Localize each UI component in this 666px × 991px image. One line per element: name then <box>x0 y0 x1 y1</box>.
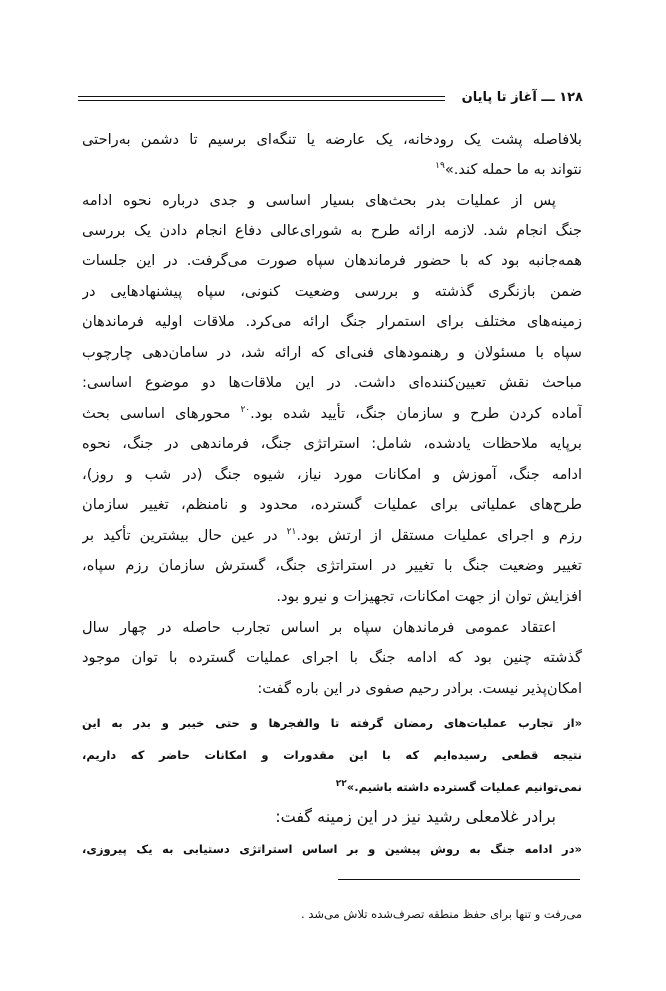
footnote-marker: ۲۰ <box>240 405 251 416</box>
footnote-text: می‌رفت و تنها برای حفظ منطقه تصرف‌شده تلاش می‌شد . <box>301 907 582 921</box>
text-line: برادر غلامعلی رشید نیز در این زمینه گفت: <box>275 807 556 826</box>
text-line: تغییر وضعیت جنگ با تغییر در استراتژی جنگ، گسترش سازمان رزم سپاه، <box>82 557 582 574</box>
quote-line: «از تجارب عملیات‌های رمضان گرفته تا والفجرها و حتی خیبر و بدر به این <box>82 716 582 730</box>
text-line: نتواند به ما حمله کند.»$^{۱۹}$ <box>435 161 582 178</box>
page-number: ۱۲۸ <box>559 90 583 105</box>
text-line: گذشته چنین بود که ادامه جنگ با اجرای عملیات گسترده با توان موجود <box>82 649 582 666</box>
text-line: سپاه با مسئولان و رهنمودهای فنی‌ای که ارائه شد، در سامان‌دهی چارچوب <box>82 344 582 361</box>
text-line: رزم و اجرای عملیات مستقل از ارتش بود.$^{۲۱}$ در عین حال بیشترین تأکید بر <box>82 527 582 544</box>
text-line: همه‌جانبه بود که با حضور فرماندهان سپاه صورت می‌گرفت. در این جلسات <box>82 252 582 269</box>
quote-line: نمی‌توانیم عملیات گسترده داشته باشیم.»$^{۲۲}$ <box>335 779 582 794</box>
text-line: ادامه جنگ، آموزش و امکانات مورد نیاز، شیوه جنگ (در شب و روز)، <box>82 466 582 483</box>
running-head <box>78 88 583 110</box>
footnote-marker: ۲۱ <box>286 527 297 538</box>
text-line: طرح‌های عملیاتی برای عملیات گسترده، محدود و نامنظم، تغییر سازمان <box>82 496 582 513</box>
text-line: امکان‌پذیر نیست. برادر رحیم صفوی در این باره گفت: <box>257 680 582 697</box>
footnote-rule <box>338 879 580 880</box>
text-line: برپایه ملاحظات یادشده، شامل: استراتژی جنگ، فرماندهی در جنگ، نحوه <box>82 435 582 452</box>
text-line: افزایش توان از جهت امکانات، تجهیزات و نیرو بود. <box>276 588 582 605</box>
quote-line: نتیجه قطعی رسیده‌ایم که با این مقدورات و امکانات حاضر که داریم، <box>82 748 582 762</box>
header-dash: ـــ <box>541 90 555 105</box>
header-rule-bottom <box>78 100 445 101</box>
book-title: آغاز تا پایان <box>461 90 537 105</box>
text-line: ضمن بازنگری گذشته و بررسی وضعیت کنونی، سپاه پیشنهادهایی در <box>82 283 582 300</box>
text-line: زمینه‌های مختلف برای استمرار جنگ ارائه می‌کرد. ملاقات اولیه فرماندهان <box>82 313 582 330</box>
text-line: بلافاصله پشت یک رودخانه، یک عارضه یا تنگه‌ای برسیم تا دشمن به‌راحتی <box>82 131 582 148</box>
text-line: پس از عملیات بدر بحث‌های بسیار اساسی و جدی درباره نحوه ادامه <box>82 192 556 209</box>
text-line: مباحث نقش تعیین‌کننده‌ای داشت. در این ملاقات‌ها دو موضوع اساسی: <box>82 374 582 391</box>
text-line: آماده کردن طرح و سازمان جنگ، تأیید شده بود.$^{۲۰}$ محورهای اساسی بحث <box>82 405 582 422</box>
quote-line: «در ادامه جنگ به روش پیشین و بر اساس استراتژی دستیابی به یک پیروزی، <box>82 842 582 856</box>
running-head-text <box>462 88 583 108</box>
footnote-marker: ۲۲ <box>335 779 347 790</box>
text-line: اعتقاد عمومی فرماندهان سپاه بر اساس تجارب حاصله در چهار سال <box>82 619 556 636</box>
footnote-marker: ۱۹ <box>435 161 445 172</box>
text-line: جنگ انجام شد. لازمه ارائه طرح به شورای‌عالی دفاع انجام دادن یک بررسی <box>82 222 582 239</box>
header-rule-top <box>78 96 445 97</box>
